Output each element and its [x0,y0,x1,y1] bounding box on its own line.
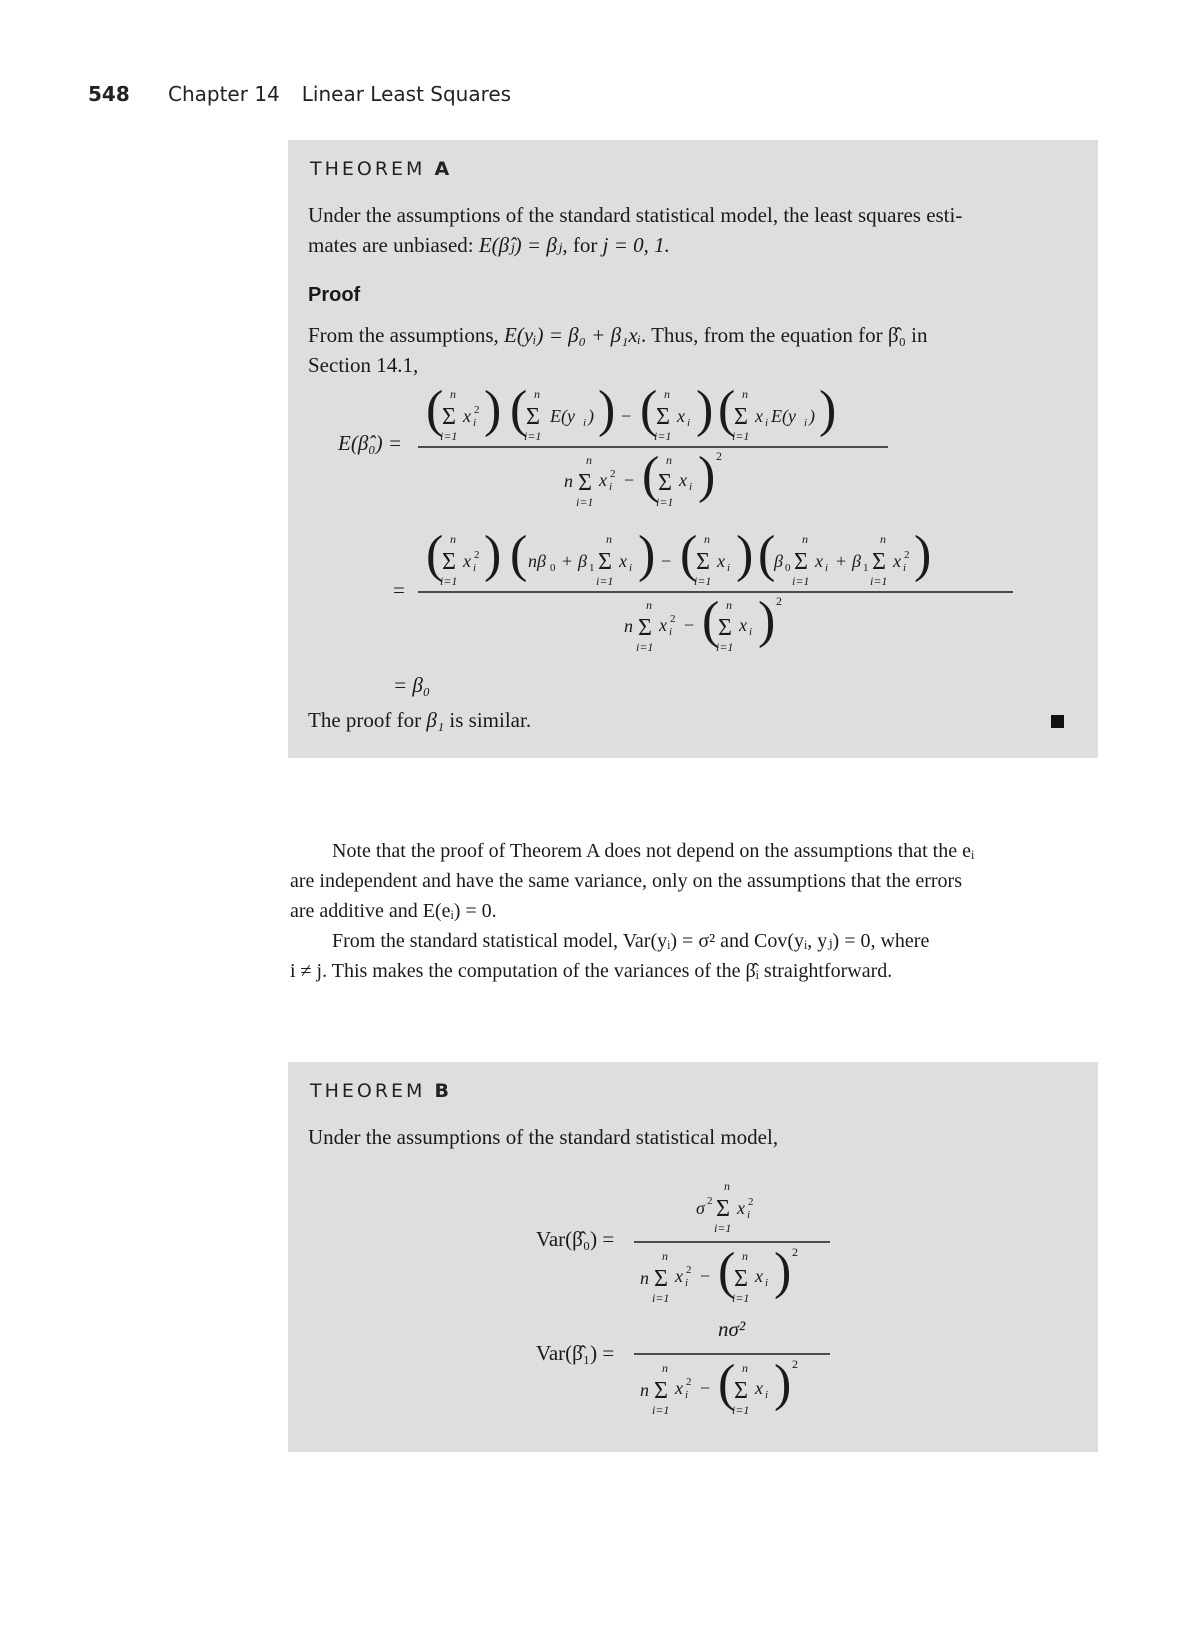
svg-text:i=1: i=1 [440,574,458,588]
theorem-b-letter: B [434,1080,449,1102]
closing-post: is similar. [444,708,532,732]
svg-text:Σ: Σ [654,1266,668,1292]
svg-text:i=1: i=1 [716,640,734,654]
var0-lhs: Var(β̂₀) = [536,1227,615,1251]
svg-text:i: i [749,626,753,638]
svg-text:+: + [562,551,573,571]
svg-text:2: 2 [686,1264,692,1276]
theorem-b-box [288,1062,1098,1452]
svg-text:x: x [679,470,687,490]
statement-l2-post: , for [562,233,603,257]
svg-text:1: 1 [863,562,869,574]
theorem-a-letter: A [434,158,450,180]
svg-text:i=1: i=1 [636,640,654,654]
svg-text:i: i [473,417,477,429]
svg-text:n: n [606,532,612,546]
proof-closing [308,705,531,735]
svg-text:2: 2 [904,549,910,561]
svg-text:i: i [903,562,907,574]
svg-text:x: x [893,551,901,571]
equation-result: = β₀ [393,673,431,697]
svg-text:(: ( [718,1355,736,1412]
svg-text:2: 2 [792,1245,798,1259]
theorem-a-title-word: THEOREM [310,158,426,180]
svg-text:2: 2 [474,549,480,561]
paragraph-1-line2: are independent and have the same variance, only on the assumptions that the errors [290,870,962,892]
svg-text:x: x [737,1198,745,1218]
svg-text:0: 0 [550,562,556,574]
svg-text:2: 2 [670,613,676,625]
paragraph-1-line1: Note that the proof of Theorem A does not depend on the assumptions that the eᵢ [332,840,975,862]
svg-text:i: i [687,417,691,429]
svg-text:Σ: Σ [696,549,710,575]
svg-text:i=1: i=1 [652,1403,670,1417]
svg-text:x: x [717,551,725,571]
svg-text:(: ( [758,526,776,583]
var1-lhs: Var(β̂₁) = [536,1341,615,1365]
svg-text:i=1: i=1 [440,429,458,443]
svg-text:Σ: Σ [578,470,592,496]
svg-text:β: β [774,551,783,571]
svg-text:2: 2 [610,468,616,480]
svg-text:(: ( [510,526,528,583]
svg-text:2: 2 [776,594,782,608]
body-text [290,836,1100,986]
svg-text:x: x [677,406,685,426]
svg-text:n: n [664,387,670,401]
chapter-title: Linear Least Squares [301,82,512,106]
svg-text:i: i [765,417,769,429]
svg-text:n: n [726,598,732,612]
proof-label: Proof [308,284,361,306]
svg-text:2: 2 [686,1376,692,1388]
svg-text:): ) [484,381,502,438]
svg-text:Σ: Σ [442,404,456,430]
svg-text:nβ: nβ [528,551,546,571]
svg-text:−: − [700,1266,711,1286]
svg-text:x: x [755,406,763,426]
svg-text:−: − [700,1378,711,1398]
svg-text:β: β [852,551,861,571]
svg-text:): ) [484,526,502,583]
svg-text:(: ( [718,381,736,438]
svg-text:Σ: Σ [654,1378,668,1404]
theorem-b-title [310,1080,449,1102]
proof-l1-pre: From the assumptions, [308,323,505,347]
equation-equals-2: = [393,578,405,602]
svg-text:σ: σ [696,1198,705,1218]
svg-text:Σ: Σ [716,1196,730,1222]
theorem-b-statement: Under the assumptions of the standard statistical model, [308,1125,779,1149]
svg-text:x: x [755,1378,763,1398]
svg-text:n: n [666,453,672,467]
svg-text:): ) [774,1355,792,1412]
svg-text:2: 2 [748,1196,754,1208]
svg-text:E(y: E(y [550,406,575,426]
svg-text:i: i [804,417,808,429]
svg-text:): ) [758,592,776,649]
svg-text:): ) [819,381,837,438]
svg-text:i=1: i=1 [576,495,594,509]
closing-pre: The proof for [308,708,427,732]
svg-text:i: i [727,562,731,574]
svg-text:(: ( [642,447,660,504]
svg-text:i=1: i=1 [732,1403,750,1417]
svg-text:i: i [825,562,829,574]
proof-line2: Section 14.1, [308,353,419,377]
svg-text:2: 2 [707,1195,713,1207]
svg-text:i=1: i=1 [732,1291,750,1305]
svg-text:i=1: i=1 [524,429,542,443]
var1-fraction [634,1284,834,1424]
svg-text:n: n [640,1268,649,1288]
svg-text:Σ: Σ [872,549,886,575]
svg-text:x: x [755,1266,763,1286]
svg-text:i: i [689,481,693,493]
svg-text:n: n [640,1380,649,1400]
svg-text:n: n [742,387,748,401]
qed-square [1051,715,1064,728]
svg-text:x: x [599,470,607,490]
svg-text:): ) [588,406,594,426]
svg-text:n: n [624,616,633,636]
svg-text:Σ: Σ [718,615,732,641]
svg-text:i: i [765,1277,769,1289]
svg-text:n: n [564,471,573,491]
svg-text:): ) [598,381,616,438]
svg-text:i: i [473,562,477,574]
svg-text:n: n [450,387,456,401]
statement-l2-math2: j = 0, 1. [602,233,670,257]
svg-text:i=1: i=1 [656,495,674,509]
closing-math: β₁ [426,708,445,732]
svg-text:i: i [685,1389,689,1401]
svg-text:(: ( [510,381,528,438]
svg-text:(: ( [680,526,698,583]
svg-text:n: n [742,1249,748,1263]
svg-text:): ) [696,381,714,438]
svg-text:Σ: Σ [526,404,540,430]
paragraph-1-line3: are additive and E(eᵢ) = 0. [290,900,497,922]
svg-text:−: − [624,470,635,490]
svg-text:n: n [586,453,592,467]
svg-text:x: x [815,551,823,571]
theorem-a-statement-line2 [308,230,670,260]
svg-text:Σ: Σ [598,549,612,575]
svg-text:E(y: E(y [771,406,796,426]
svg-text:+: + [836,551,847,571]
svg-text:(: ( [426,381,444,438]
svg-text:2: 2 [716,449,722,463]
svg-text:x: x [675,1378,683,1398]
equation-lhs: E(β̂₀) = [338,431,402,455]
proof-line1 [308,320,927,350]
svg-text:i: i [685,1277,689,1289]
svg-text:−: − [621,406,632,426]
svg-text:−: − [661,551,672,571]
svg-text:i=1: i=1 [652,1291,670,1305]
svg-text:): ) [638,526,656,583]
proof-l1-math: E(yᵢ) = β₀ + β₁xᵢ [504,323,641,347]
svg-text:n: n [534,387,540,401]
svg-text:i: i [765,1389,769,1401]
svg-text:n: n [742,1361,748,1375]
svg-text:n: n [662,1249,668,1263]
proof-l1-post: . Thus, from the equation for β̂₀ in [640,323,928,347]
svg-text:n: n [450,532,456,546]
svg-text:n: n [880,532,886,546]
svg-text:x: x [619,551,627,571]
svg-text:2: 2 [474,404,480,416]
svg-text:i: i [669,626,673,638]
svg-text:Σ: Σ [734,404,748,430]
svg-text:Σ: Σ [658,470,672,496]
svg-text:Σ: Σ [734,1378,748,1404]
svg-text:): ) [736,526,754,583]
paragraph-2-line1: From the standard statistical model, Var(yᵢ) = σ² and Cov(yᵢ, yⱼ) = 0, where [332,930,930,952]
svg-text:): ) [698,447,716,504]
svg-text:(: ( [640,381,658,438]
equation-fraction-2 [418,525,1038,660]
svg-text:): ) [774,1243,792,1300]
svg-text:i=1: i=1 [792,574,810,588]
svg-text:Σ: Σ [442,549,456,575]
svg-text:i: i [583,417,587,429]
svg-text:n: n [724,1179,730,1193]
svg-text:i=1: i=1 [694,574,712,588]
svg-text:n: n [662,1361,668,1375]
svg-text:i: i [609,481,613,493]
svg-text:): ) [809,406,815,426]
theorem-a-title [310,158,449,180]
theorem-b-title-word: THEOREM [310,1080,426,1102]
svg-text:(: ( [718,1243,736,1300]
paragraph-2-line2: i ≠ j. This makes the computation of the variances of the β̂ᵢ straightforward. [290,960,893,982]
svg-text:x: x [463,406,471,426]
svg-text:x: x [463,551,471,571]
svg-text:i: i [629,562,633,574]
statement-l2-pre: mates are unbiased: [308,233,479,257]
theorem-a-box [288,140,1098,758]
svg-text:2: 2 [792,1357,798,1371]
svg-text:i=1: i=1 [870,574,888,588]
svg-text:(: ( [426,526,444,583]
svg-text:1: 1 [589,562,595,574]
var1-numerator: nσ² [718,1317,746,1341]
equation-fraction-1 [418,380,908,515]
svg-text:β: β [578,551,587,571]
statement-l2-math: E(β̂ⱼ) = βⱼ [478,233,563,257]
theorem-a-statement-line1: Under the assumptions of the standard statistical model, the least squares esti- [308,203,963,227]
svg-text:): ) [914,526,932,583]
chapter-label: Chapter 14 [168,82,280,106]
svg-text:n: n [646,598,652,612]
page-number: 548 [88,82,130,106]
svg-text:(: ( [702,592,720,649]
svg-text:i=1: i=1 [596,574,614,588]
svg-text:Σ: Σ [638,615,652,641]
svg-text:n: n [802,532,808,546]
page-header [88,82,511,106]
svg-text:0: 0 [785,562,791,574]
svg-text:Σ: Σ [656,404,670,430]
svg-text:−: − [684,615,695,635]
svg-text:i=1: i=1 [732,429,750,443]
svg-text:x: x [659,615,667,635]
svg-text:n: n [704,532,710,546]
svg-text:i=1: i=1 [714,1221,732,1235]
svg-text:Σ: Σ [734,1266,748,1292]
svg-text:x: x [739,615,747,635]
svg-text:x: x [675,1266,683,1286]
svg-text:i: i [747,1209,751,1221]
svg-text:Σ: Σ [794,549,808,575]
svg-text:i=1: i=1 [654,429,672,443]
